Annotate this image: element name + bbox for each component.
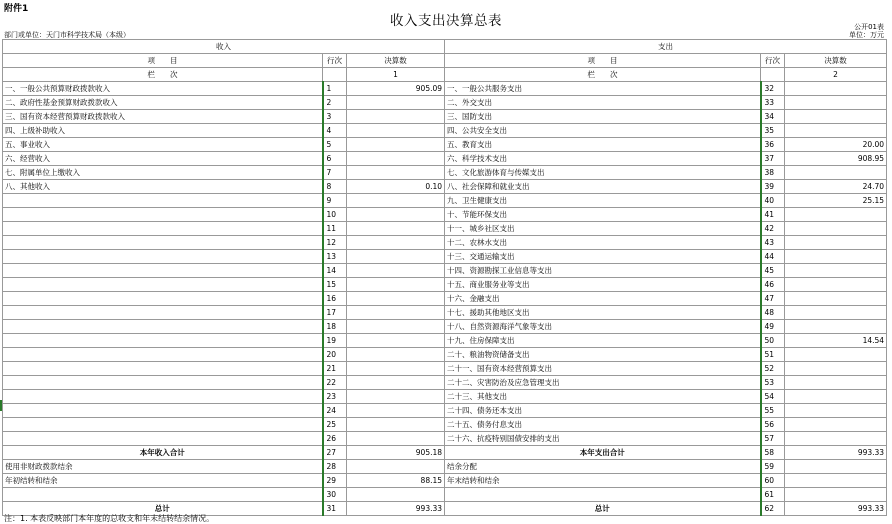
income-amount [347, 292, 445, 306]
table-row [3, 488, 887, 502]
expense-item: 十五、商业服务业等支出 [445, 278, 761, 292]
income-line-number: 29 [323, 474, 347, 488]
income-amount [347, 418, 445, 432]
form-number: 公开01表 [854, 23, 884, 31]
income-amount [347, 404, 445, 418]
expense-line-number: 47 [761, 292, 785, 306]
income-column-label: 栏 次 [3, 68, 323, 82]
expense-line-number: 42 [761, 222, 785, 236]
income-amount [347, 278, 445, 292]
table-row [3, 376, 887, 390]
income-amount [347, 152, 445, 166]
table-row [3, 96, 887, 110]
expense-line-number: 58 [761, 446, 785, 460]
expense-line-number: 33 [761, 96, 785, 110]
income-line-number: 24 [323, 404, 347, 418]
expense-line-number: 39 [761, 180, 785, 194]
table-row [3, 474, 887, 488]
expense-item: 年末结转和结余 [445, 474, 761, 488]
page-title: 收入支出决算总表 [390, 13, 502, 29]
income-item [3, 362, 323, 376]
income-amount [347, 194, 445, 208]
expense-item: 十九、住房保障支出 [445, 334, 761, 348]
income-item [3, 488, 323, 502]
expense-amount: 24.70 [785, 180, 887, 194]
income-line-number: 6 [323, 152, 347, 166]
table-row [3, 362, 887, 376]
table-row [3, 236, 887, 250]
table-row [3, 166, 887, 180]
expense-amount: 20.00 [785, 138, 887, 152]
income-line-number: 16 [323, 292, 347, 306]
expense-line-number: 36 [761, 138, 785, 152]
expense-amount [785, 278, 887, 292]
income-amount [347, 376, 445, 390]
income-header: 收入 [3, 40, 445, 54]
income-amount: 905.09 [347, 82, 445, 96]
expense-line-number: 50 [761, 334, 785, 348]
income-amount [347, 348, 445, 362]
expense-item: 总计 [445, 502, 761, 516]
income-line-number: 20 [323, 348, 347, 362]
income-line-number: 19 [323, 334, 347, 348]
expense-item: 十六、金融支出 [445, 292, 761, 306]
column-index-row [3, 68, 887, 82]
expense-amount [785, 488, 887, 502]
income-item [3, 236, 323, 250]
expense-item [445, 488, 761, 502]
income-item [3, 278, 323, 292]
income-item: 八、其他收入 [3, 180, 323, 194]
expense-line-number: 44 [761, 250, 785, 264]
expense-item: 十三、交通运输支出 [445, 250, 761, 264]
expense-amount [785, 362, 887, 376]
expense-amount [785, 222, 887, 236]
income-amount [347, 362, 445, 376]
expense-amount [785, 474, 887, 488]
income-amount [347, 110, 445, 124]
income-item [3, 404, 323, 418]
income-amount: 88.15 [347, 474, 445, 488]
income-item [3, 292, 323, 306]
expense-line-number: 32 [761, 82, 785, 96]
expense-amount [785, 306, 887, 320]
income-item: 总计 [3, 502, 323, 516]
expense-line-number: 54 [761, 390, 785, 404]
expense-amount [785, 292, 887, 306]
table-row [3, 82, 887, 96]
table-row [3, 124, 887, 138]
income-line-number: 8 [323, 180, 347, 194]
income-item [3, 194, 323, 208]
expense-line-number: 37 [761, 152, 785, 166]
table-row [3, 110, 887, 124]
income-line-number: 30 [323, 488, 347, 502]
expense-amount [785, 264, 887, 278]
expense-line-number: 48 [761, 306, 785, 320]
department-label: 部门或单位：天门市科学技术局（本级） [4, 31, 130, 39]
expense-line-number: 55 [761, 404, 785, 418]
table-row [3, 208, 887, 222]
expense-item: 九、卫生健康支出 [445, 194, 761, 208]
expense-item: 十四、资源勘探工业信息等支出 [445, 264, 761, 278]
expense-item: 十、节能环保支出 [445, 208, 761, 222]
expense-amount [785, 236, 887, 250]
income-line-number: 22 [323, 376, 347, 390]
income-line-number: 23 [323, 390, 347, 404]
expense-line-header: 行次 [761, 54, 785, 68]
expense-line-number: 34 [761, 110, 785, 124]
income-line-number: 14 [323, 264, 347, 278]
expense-line-number: 57 [761, 432, 785, 446]
expense-item: 二、外交支出 [445, 96, 761, 110]
expense-item: 五、教育支出 [445, 138, 761, 152]
income-amount [347, 390, 445, 404]
expense-column-number: 2 [785, 68, 887, 82]
income-item: 四、上级补助收入 [3, 124, 323, 138]
expense-item: 二十二、灾害防治及应急管理支出 [445, 376, 761, 390]
table-row [3, 222, 887, 236]
income-item [3, 348, 323, 362]
expense-line-number: 46 [761, 278, 785, 292]
income-amount [347, 432, 445, 446]
expense-amount [785, 432, 887, 446]
income-item [3, 390, 323, 404]
income-amount [347, 166, 445, 180]
expense-column-label: 栏 次 [445, 68, 761, 82]
expense-item: 三、国防支出 [445, 110, 761, 124]
expense-amount [785, 166, 887, 180]
income-line-number: 21 [323, 362, 347, 376]
income-amount [347, 96, 445, 110]
income-line-number: 4 [323, 124, 347, 138]
income-line-number: 12 [323, 236, 347, 250]
income-line-number: 7 [323, 166, 347, 180]
expense-item: 一、一般公共服务支出 [445, 82, 761, 96]
income-item: 二、政府性基金预算财政拨款收入 [3, 96, 323, 110]
table-row [3, 334, 887, 348]
expense-line-number: 43 [761, 236, 785, 250]
income-item [3, 264, 323, 278]
income-line-number: 18 [323, 320, 347, 334]
income-item: 七、附属单位上缴收入 [3, 166, 323, 180]
income-line-number: 15 [323, 278, 347, 292]
expense-item: 十七、援助其他地区支出 [445, 306, 761, 320]
income-item: 三、国有资本经营预算财政拨款收入 [3, 110, 323, 124]
income-amount [347, 264, 445, 278]
income-line-number: 13 [323, 250, 347, 264]
income-amount: 905.18 [347, 446, 445, 460]
income-item [3, 376, 323, 390]
expense-item: 二十六、抗疫特别国债安排的支出 [445, 432, 761, 446]
expense-line-number: 59 [761, 460, 785, 474]
expense-amount: 14.54 [785, 334, 887, 348]
expense-amount: 993.33 [785, 502, 887, 516]
expense-line-number: 62 [761, 502, 785, 516]
income-item [3, 250, 323, 264]
table-row [3, 390, 887, 404]
expense-line-number: 53 [761, 376, 785, 390]
expense-amount [785, 208, 887, 222]
table-row [3, 292, 887, 306]
expense-item: 十八、自然资源海洋气象等支出 [445, 320, 761, 334]
expense-line-number: 51 [761, 348, 785, 362]
income-column-number: 1 [347, 68, 445, 82]
attachment-label: 附件1 [4, 4, 29, 14]
income-line-number: 26 [323, 432, 347, 446]
expense-line-number: 49 [761, 320, 785, 334]
expense-amount [785, 418, 887, 432]
table-row [3, 264, 887, 278]
income-amount [347, 320, 445, 334]
expense-item: 二十一、国有资本经营预算支出 [445, 362, 761, 376]
income-item [3, 208, 323, 222]
footnote: 注：1. 本表反映部门本年度的总收支和年末结转结余情况。 [4, 514, 215, 523]
table-row [3, 306, 887, 320]
expense-amount [785, 250, 887, 264]
income-amount [347, 334, 445, 348]
subtotal-row [3, 446, 887, 460]
expense-item: 本年支出合计 [445, 446, 761, 460]
table-row [3, 404, 887, 418]
table-row [3, 432, 887, 446]
expense-line-number: 52 [761, 362, 785, 376]
income-item-header: 项 目 [3, 54, 323, 68]
expense-amount: 25.15 [785, 194, 887, 208]
table-row [3, 418, 887, 432]
income-amount-header: 决算数 [347, 54, 445, 68]
expense-amount [785, 404, 887, 418]
income-line-number: 31 [323, 502, 347, 516]
income-item: 本年收入合计 [3, 446, 323, 460]
expense-item: 八、社会保障和就业支出 [445, 180, 761, 194]
expense-amount-header: 决算数 [785, 54, 887, 68]
expense-amount: 908.95 [785, 152, 887, 166]
income-amount [347, 208, 445, 222]
table-row [3, 320, 887, 334]
income-amount [347, 488, 445, 502]
income-line-header: 行次 [323, 54, 347, 68]
table-row [3, 194, 887, 208]
income-item [3, 432, 323, 446]
income-item: 六、经营收入 [3, 152, 323, 166]
money-unit: 单位：万元 [849, 31, 884, 39]
income-item: 年初结转和结余 [3, 474, 323, 488]
section-header-row [3, 40, 887, 54]
table-row [3, 460, 887, 474]
income-item [3, 334, 323, 348]
table-row [3, 152, 887, 166]
expense-line-number: 61 [761, 488, 785, 502]
expense-amount [785, 96, 887, 110]
income-item [3, 306, 323, 320]
expense-item: 二十三、其他支出 [445, 390, 761, 404]
expense-item-header: 项 目 [445, 54, 761, 68]
expense-amount [785, 376, 887, 390]
income-line-number: 28 [323, 460, 347, 474]
income-line-number: 2 [323, 96, 347, 110]
table-row [3, 138, 887, 152]
expense-item: 二十五、债务付息支出 [445, 418, 761, 432]
income-amount [347, 236, 445, 250]
income-amount [347, 460, 445, 474]
income-line-number: 27 [323, 446, 347, 460]
expense-amount [785, 110, 887, 124]
income-item: 使用非财政拨款结余 [3, 460, 323, 474]
expense-line-number: 56 [761, 418, 785, 432]
income-item [3, 222, 323, 236]
expense-line-number: 41 [761, 208, 785, 222]
expense-item: 二十四、债务还本支出 [445, 404, 761, 418]
income-line-number: 25 [323, 418, 347, 432]
expense-amount [785, 320, 887, 334]
income-amount [347, 250, 445, 264]
expense-line-number: 40 [761, 194, 785, 208]
expense-line-number: 35 [761, 124, 785, 138]
table-row [3, 250, 887, 264]
expense-item: 十一、城乡社区支出 [445, 222, 761, 236]
expense-amount [785, 124, 887, 138]
expense-amount [785, 460, 887, 474]
income-amount: 993.33 [347, 502, 445, 516]
table-row [3, 180, 887, 194]
income-line-number: 17 [323, 306, 347, 320]
income-line-number: 9 [323, 194, 347, 208]
expense-line-number: 60 [761, 474, 785, 488]
table-row [3, 278, 887, 292]
income-item [3, 320, 323, 334]
budget-table [2, 39, 887, 516]
expense-line-number: 45 [761, 264, 785, 278]
column-header-row [3, 54, 887, 68]
income-amount: 0.10 [347, 180, 445, 194]
expense-item: 四、公共安全支出 [445, 124, 761, 138]
expense-item: 二十、粮油物资储备支出 [445, 348, 761, 362]
income-amount [347, 138, 445, 152]
income-line-number: 3 [323, 110, 347, 124]
income-item: 五、事业收入 [3, 138, 323, 152]
expense-amount [785, 390, 887, 404]
expense-item: 结余分配 [445, 460, 761, 474]
income-amount [347, 124, 445, 138]
income-item [3, 418, 323, 432]
empty-cell [761, 68, 785, 82]
expense-amount: 993.33 [785, 446, 887, 460]
expense-item: 十二、农林水支出 [445, 236, 761, 250]
income-amount [347, 222, 445, 236]
income-line-number: 1 [323, 82, 347, 96]
expense-item: 六、科学技术支出 [445, 152, 761, 166]
income-line-number: 10 [323, 208, 347, 222]
income-item: 一、一般公共预算财政拨款收入 [3, 82, 323, 96]
income-amount [347, 306, 445, 320]
expense-header: 支出 [445, 40, 887, 54]
expense-line-number: 38 [761, 166, 785, 180]
income-line-number: 11 [323, 222, 347, 236]
expense-amount [785, 82, 887, 96]
expense-amount [785, 348, 887, 362]
table-row [3, 348, 887, 362]
expense-item: 七、文化旅游体育与传媒支出 [445, 166, 761, 180]
empty-cell [323, 68, 347, 82]
income-line-number: 5 [323, 138, 347, 152]
